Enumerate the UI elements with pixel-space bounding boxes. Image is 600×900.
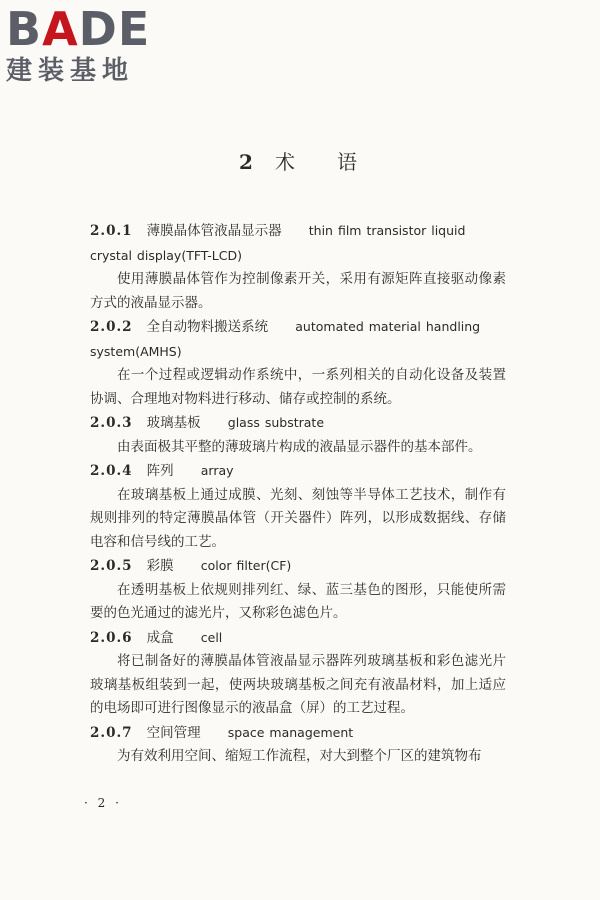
term-definition: 在一个过程或逻辑动作系统中，一系列相关的自动化设备及装置协调、合理地对物料进行移动、储存或控制的系统。: [90, 367, 506, 407]
chapter-title-char-2: 语: [336, 150, 361, 174]
term-chinese: 玻璃基板: [146, 415, 201, 431]
chapter-number: 2: [239, 150, 257, 174]
term-english: color filter(CF): [200, 558, 292, 573]
term-chinese: 全自动物料搬送系统: [146, 319, 269, 335]
term-2-0-5: [90, 554, 506, 626]
term-english: cell: [200, 629, 223, 645]
term-chinese: 薄膜晶体管液晶显示器: [146, 223, 282, 239]
term-english: array: [200, 463, 234, 478]
logo-letter-a: A: [42, 2, 79, 56]
terms-list: [90, 219, 506, 769]
term-2-0-3: [90, 411, 506, 459]
logo-letters-de: DE: [78, 2, 151, 56]
term-chinese: 空间管理: [146, 724, 201, 741]
term-definition: 由表面极其平整的薄玻璃片构成的液晶显示器件的基本部件。: [117, 438, 482, 455]
term-chinese: 成盒: [146, 629, 174, 646]
term-number: 2.0.2: [90, 319, 133, 335]
term-number: 2.0.5: [90, 558, 133, 574]
chapter-title: [0, 146, 600, 175]
term-chinese: 阵列: [146, 463, 174, 479]
term-definition: 为有效利用空间、缩短工作流程，对大到整个厂区的建筑物布: [117, 748, 482, 764]
term-number: 2.0.3: [90, 415, 133, 431]
term-definition: 在玻璃基板上通过成膜、光刻、刻蚀等半导体工艺技术，制作有规则排列的特定薄膜晶体管（开关器件）阵列，以形成数据线、存储电容和信号线的工艺。: [90, 486, 506, 550]
term-2-0-4: [90, 459, 506, 554]
term-number: 2.0.7: [90, 724, 133, 741]
term-2-0-6: [90, 626, 506, 721]
term-2-0-1: [90, 219, 506, 315]
term-english: space management: [227, 724, 354, 740]
term-english: automated material handling system(AMHS): [90, 319, 481, 359]
term-definition: 在透明基板上依规则排列红、绿、蓝三基色的图形，只能使所需要的色光通过的滤光片，又称彩色滤色片。: [90, 581, 506, 621]
term-chinese: 彩膜: [146, 558, 174, 574]
term-definition: 将已制备好的薄膜晶体管液晶显示器阵列玻璃基板和彩色滤光片玻璃基板组装到一起，使两块玻璃基板之间充有液晶材料，加上适应的电场即可进行图像显示的液晶盒（屏）的工艺过程。: [90, 653, 506, 716]
term-2-0-2: [90, 315, 506, 411]
bade-logo: [6, 4, 176, 96]
chapter-title-char-1: 术: [274, 150, 299, 174]
term-2-0-7: [90, 721, 506, 769]
term-english: thin film transistor liquid crystal display(TFT-LCD): [90, 223, 466, 263]
page-number: · 2 ·: [84, 796, 122, 810]
term-english: glass substrate: [227, 415, 325, 430]
logo-subtitle: 建装基地: [6, 56, 135, 86]
term-number: 2.0.4: [90, 463, 133, 479]
logo-wordmark: [6, 4, 176, 54]
logo-letter-b: B: [6, 2, 43, 56]
term-number: 2.0.1: [90, 223, 133, 239]
term-number: 2.0.6: [90, 629, 133, 646]
term-definition: 使用薄膜晶体管作为控制像素开关，采用有源矩阵直接驱动像素方式的液晶显示器。: [90, 271, 506, 311]
